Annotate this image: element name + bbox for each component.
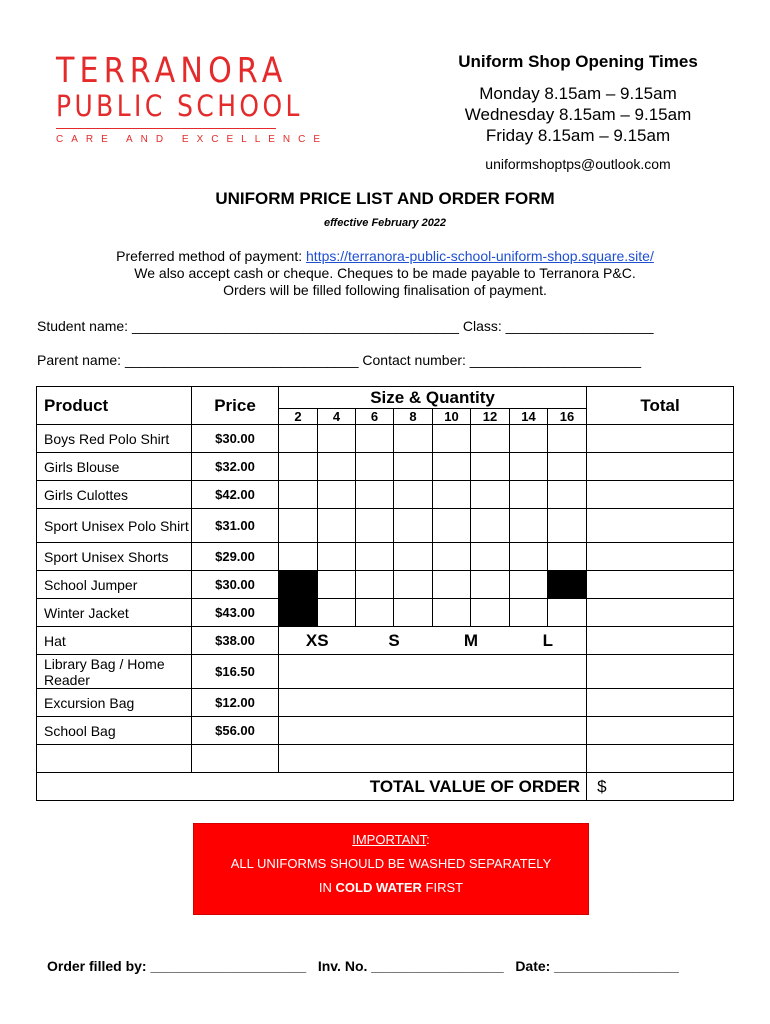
blank-price-cell[interactable] <box>192 745 279 773</box>
table-row <box>37 543 734 571</box>
product-price: $43.00 <box>192 599 279 627</box>
important-line2-prefix: IN <box>318 880 336 895</box>
quantity-cell[interactable] <box>279 453 318 481</box>
quantity-cell[interactable] <box>318 599 356 627</box>
quantity-cell[interactable] <box>548 453 587 481</box>
size-l[interactable]: L <box>510 627 587 655</box>
quantity-cell[interactable] <box>279 543 318 571</box>
important-colon: : <box>426 832 430 847</box>
quantity-cell[interactable] <box>394 481 433 509</box>
order-table <box>36 386 734 801</box>
quantity-cell[interactable] <box>318 543 356 571</box>
quantity-cell[interactable] <box>471 509 510 543</box>
shop-email[interactable]: uniformshoptps@outlook.com <box>485 156 671 172</box>
payment-link[interactable]: https://terranora-public-school-uniform-shop.square.site/ <box>306 248 654 264</box>
product-price: $56.00 <box>192 717 279 745</box>
quantity-cell[interactable] <box>356 509 394 543</box>
logo-rule <box>56 128 276 129</box>
logo-line2: PUBLIC SCHOOL <box>56 89 303 123</box>
quantity-cell[interactable] <box>433 509 471 543</box>
size-6: 6 <box>356 409 394 425</box>
quantity-cell[interactable] <box>433 453 471 481</box>
quantity-cell[interactable] <box>279 655 587 689</box>
product-name: Excursion Bag <box>37 689 192 717</box>
parent-name-field[interactable]: Parent name: ______________________________ Contact number: ______________________ <box>37 352 642 368</box>
row-total-cell[interactable] <box>587 425 734 453</box>
product-price: $42.00 <box>192 481 279 509</box>
quantity-cell[interactable] <box>318 425 356 453</box>
quantity-cell[interactable] <box>433 571 471 599</box>
quantity-cell[interactable] <box>394 599 433 627</box>
quantity-cell[interactable] <box>471 599 510 627</box>
product-price: $12.00 <box>192 689 279 717</box>
product-name: Girls Blouse <box>37 453 192 481</box>
row-total-cell[interactable] <box>587 509 734 543</box>
quantity-cell[interactable] <box>279 509 318 543</box>
product-price: $30.00 <box>192 571 279 599</box>
size-8: 8 <box>394 409 433 425</box>
opening-times-title: Uniform Shop Opening Times <box>458 52 698 71</box>
table-row <box>37 453 734 481</box>
logo-tagline: CARE AND EXCELLENCE <box>56 134 329 145</box>
quantity-cell[interactable] <box>394 509 433 543</box>
payment-line3: Orders will be filled following finalisation of payment. <box>223 282 547 298</box>
quantity-cell[interactable] <box>471 543 510 571</box>
quantity-cell[interactable] <box>394 571 433 599</box>
table-row <box>37 599 734 627</box>
size-14: 14 <box>510 409 548 425</box>
row-total-cell[interactable] <box>587 745 734 773</box>
row-total-cell[interactable] <box>587 453 734 481</box>
header-total: Total <box>587 387 734 425</box>
product-price: $31.00 <box>192 509 279 543</box>
quantity-cell[interactable] <box>356 481 394 509</box>
product-price: $38.00 <box>192 627 279 655</box>
footer-fields <box>47 958 679 974</box>
table-row <box>37 425 734 453</box>
important-line2 <box>194 880 588 895</box>
payment-info <box>0 248 770 299</box>
row-total-cell[interactable] <box>587 571 734 599</box>
quantity-cell[interactable] <box>356 543 394 571</box>
table-row <box>37 481 734 509</box>
important-line2-bold: COLD WATER <box>335 880 422 895</box>
quantity-cell[interactable] <box>279 481 318 509</box>
important-line1: ALL UNIFORMS SHOULD BE WASHED SEPARATELY <box>230 856 552 871</box>
row-total-cell[interactable] <box>587 481 734 509</box>
row-total-cell[interactable] <box>587 599 734 627</box>
row-total-cell[interactable] <box>587 543 734 571</box>
product-name: Sport Unisex Shorts <box>37 543 192 571</box>
important-notice <box>193 823 589 915</box>
form-effective-date: effective February 2022 <box>323 217 447 229</box>
quantity-cell[interactable] <box>471 571 510 599</box>
table-row <box>37 571 734 599</box>
unavailable-size-cell <box>548 571 587 599</box>
size-10: 10 <box>433 409 471 425</box>
quantity-cell[interactable] <box>394 425 433 453</box>
quantity-cell[interactable] <box>548 481 587 509</box>
blank-product-cell[interactable] <box>37 745 192 773</box>
size-12: 12 <box>471 409 510 425</box>
unavailable-size-cell <box>279 571 318 599</box>
product-name: Library Bag / Home Reader <box>37 655 192 689</box>
quantity-cell[interactable] <box>356 599 394 627</box>
date-field[interactable]: Date: ________________ <box>515 958 679 974</box>
table-row <box>37 627 734 655</box>
quantity-cell[interactable] <box>471 425 510 453</box>
table-row <box>37 717 734 745</box>
form-title: UNIFORM PRICE LIST AND ORDER FORM <box>215 189 555 208</box>
important-heading <box>194 832 588 847</box>
size-s[interactable]: S <box>356 627 433 655</box>
product-price: $16.50 <box>192 655 279 689</box>
quantity-cell[interactable] <box>433 543 471 571</box>
quantity-cell[interactable] <box>356 571 394 599</box>
quantity-cell[interactable] <box>510 571 548 599</box>
total-value-field[interactable]: $ <box>587 773 734 801</box>
table-row <box>37 745 734 773</box>
row-total-cell[interactable] <box>587 689 734 717</box>
quantity-cell[interactable] <box>318 453 356 481</box>
quantity-cell[interactable] <box>279 745 587 773</box>
quantity-cell[interactable] <box>279 689 587 717</box>
quantity-cell[interactable] <box>510 453 548 481</box>
product-price: $29.00 <box>192 543 279 571</box>
header-size-quantity: Size & Quantity <box>279 387 587 409</box>
quantity-cell[interactable] <box>356 425 394 453</box>
invoice-number-field[interactable]: Inv. No. _________________ <box>317 958 504 974</box>
quantity-cell[interactable] <box>318 481 356 509</box>
product-name: School Jumper <box>37 571 192 599</box>
quantity-cell[interactable] <box>510 425 548 453</box>
quantity-cell[interactable] <box>394 453 433 481</box>
opening-time-friday: Friday 8.15am – 9.15am <box>485 126 671 145</box>
product-price: $32.00 <box>192 453 279 481</box>
size-m[interactable]: M <box>433 627 510 655</box>
school-logo <box>56 51 329 145</box>
unavailable-size-cell <box>279 599 318 627</box>
size-xs[interactable]: XS <box>279 627 356 655</box>
product-name: Winter Jacket <box>37 599 192 627</box>
size-16: 16 <box>548 409 587 425</box>
header-price: Price <box>192 387 279 425</box>
quantity-cell[interactable] <box>394 543 433 571</box>
total-row <box>37 773 734 801</box>
payment-line1 <box>0 248 770 265</box>
logo-line1: TERRANORA <box>56 51 288 91</box>
opening-time-wednesday: Wednesday 8.15am – 9.15am <box>464 105 692 124</box>
quantity-cell[interactable] <box>510 509 548 543</box>
total-spacer <box>37 773 279 801</box>
product-name: Boys Red Polo Shirt <box>37 425 192 453</box>
quantity-cell[interactable] <box>279 717 587 745</box>
header-product: Product <box>37 387 192 425</box>
quantity-cell[interactable] <box>471 453 510 481</box>
opening-time-monday: Monday 8.15am – 9.15am <box>479 84 677 103</box>
size-2: 2 <box>279 409 318 425</box>
quantity-cell[interactable] <box>510 599 548 627</box>
table-row <box>37 655 734 689</box>
row-total-cell[interactable] <box>587 717 734 745</box>
row-total-cell[interactable] <box>587 627 734 655</box>
quantity-cell[interactable] <box>279 425 318 453</box>
important-heading-text: IMPORTANT <box>352 832 427 847</box>
quantity-cell[interactable] <box>510 543 548 571</box>
product-name: Hat <box>37 627 192 655</box>
size-4: 4 <box>318 409 356 425</box>
quantity-cell[interactable] <box>318 571 356 599</box>
quantity-cell[interactable] <box>548 425 587 453</box>
quantity-cell[interactable] <box>318 509 356 543</box>
quantity-cell[interactable] <box>471 481 510 509</box>
quantity-cell[interactable] <box>356 453 394 481</box>
row-total-cell[interactable] <box>587 655 734 689</box>
table-row <box>37 509 734 543</box>
total-value-label: TOTAL VALUE OF ORDER <box>279 773 587 801</box>
payment-line2: We also accept cash or cheque. Cheques to be made payable to Terranora P&C. <box>134 265 636 281</box>
product-name: Sport Unisex Polo Shirt <box>37 509 192 543</box>
quantity-cell[interactable] <box>433 425 471 453</box>
product-name: Girls Culottes <box>37 481 192 509</box>
product-price: $30.00 <box>192 425 279 453</box>
quantity-cell[interactable] <box>548 599 587 627</box>
quantity-cell[interactable] <box>548 543 587 571</box>
table-row <box>37 689 734 717</box>
order-filled-by-field[interactable]: Order filled by: ____________________ <box>47 958 307 974</box>
quantity-cell[interactable] <box>548 509 587 543</box>
opening-times <box>420 52 736 172</box>
payment-prefix: Preferred method of payment: <box>116 248 307 264</box>
quantity-cell[interactable] <box>510 481 548 509</box>
product-name: School Bag <box>37 717 192 745</box>
quantity-cell[interactable] <box>433 599 471 627</box>
student-name-field[interactable]: Student name: __________________________________________ Class: ___________________ <box>37 318 654 334</box>
quantity-cell[interactable] <box>433 481 471 509</box>
important-line2-suffix: FIRST <box>421 880 464 895</box>
